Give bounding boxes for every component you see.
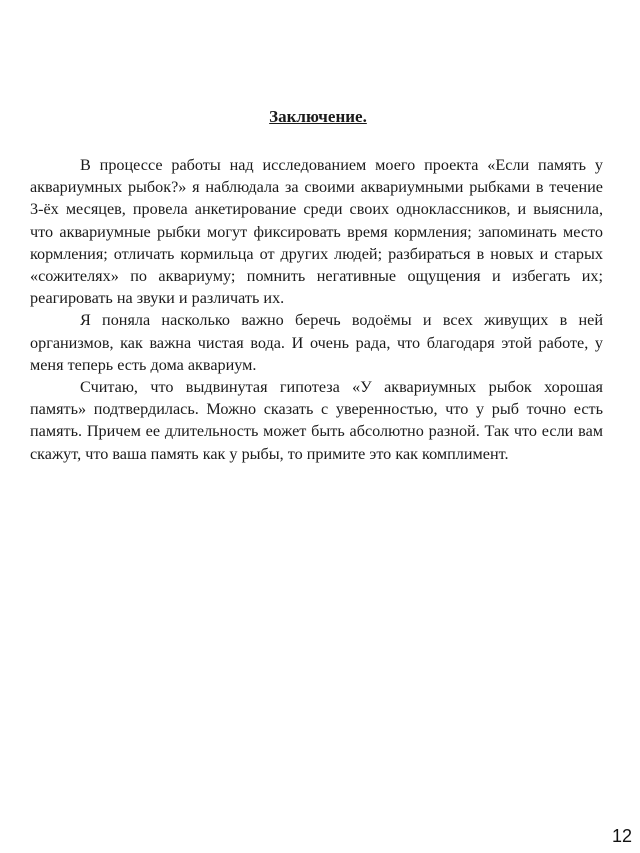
page-number: 12 xyxy=(611,826,632,846)
paragraph-3: Считаю, что выдвинутая гипотеза «У аквариумных рыбок хорошая память» подтвердилась. Можно сказать с уверенностью, что у рыб точно есть память. Причем ее длительность может быть абсолютно разной. Так что если вам скажут, что ваша память как у рыбы, то примите это как комплимент. xyxy=(30,378,603,463)
document-body xyxy=(30,154,603,465)
paragraph-1: В процессе работы над исследованием моего проекта «Если память у аквариумных рыбок?» я наблюдала за своими аквариумными рыбками в течение 3-ёх месяцев, провела анкетирование среди своих одноклассников, и выяснила, что аквариумные рыбки могут фиксировать время кормления; запоминать место кормления; отличать кормильца от других людей; разбираться в новых и старых «сожителях» по аквариуму; помнить негативные ощущения и избегать их; реагировать на звуки и различать их. xyxy=(30,156,603,308)
paragraph-2: Я поняла насколько важно беречь водоёмы и всех живущих в ней организмов, как важна чистая вода. И очень рада, что благодаря этой работе, у меня теперь есть дома аквариум. xyxy=(30,311,603,374)
page-title: Заключение. xyxy=(269,107,367,126)
